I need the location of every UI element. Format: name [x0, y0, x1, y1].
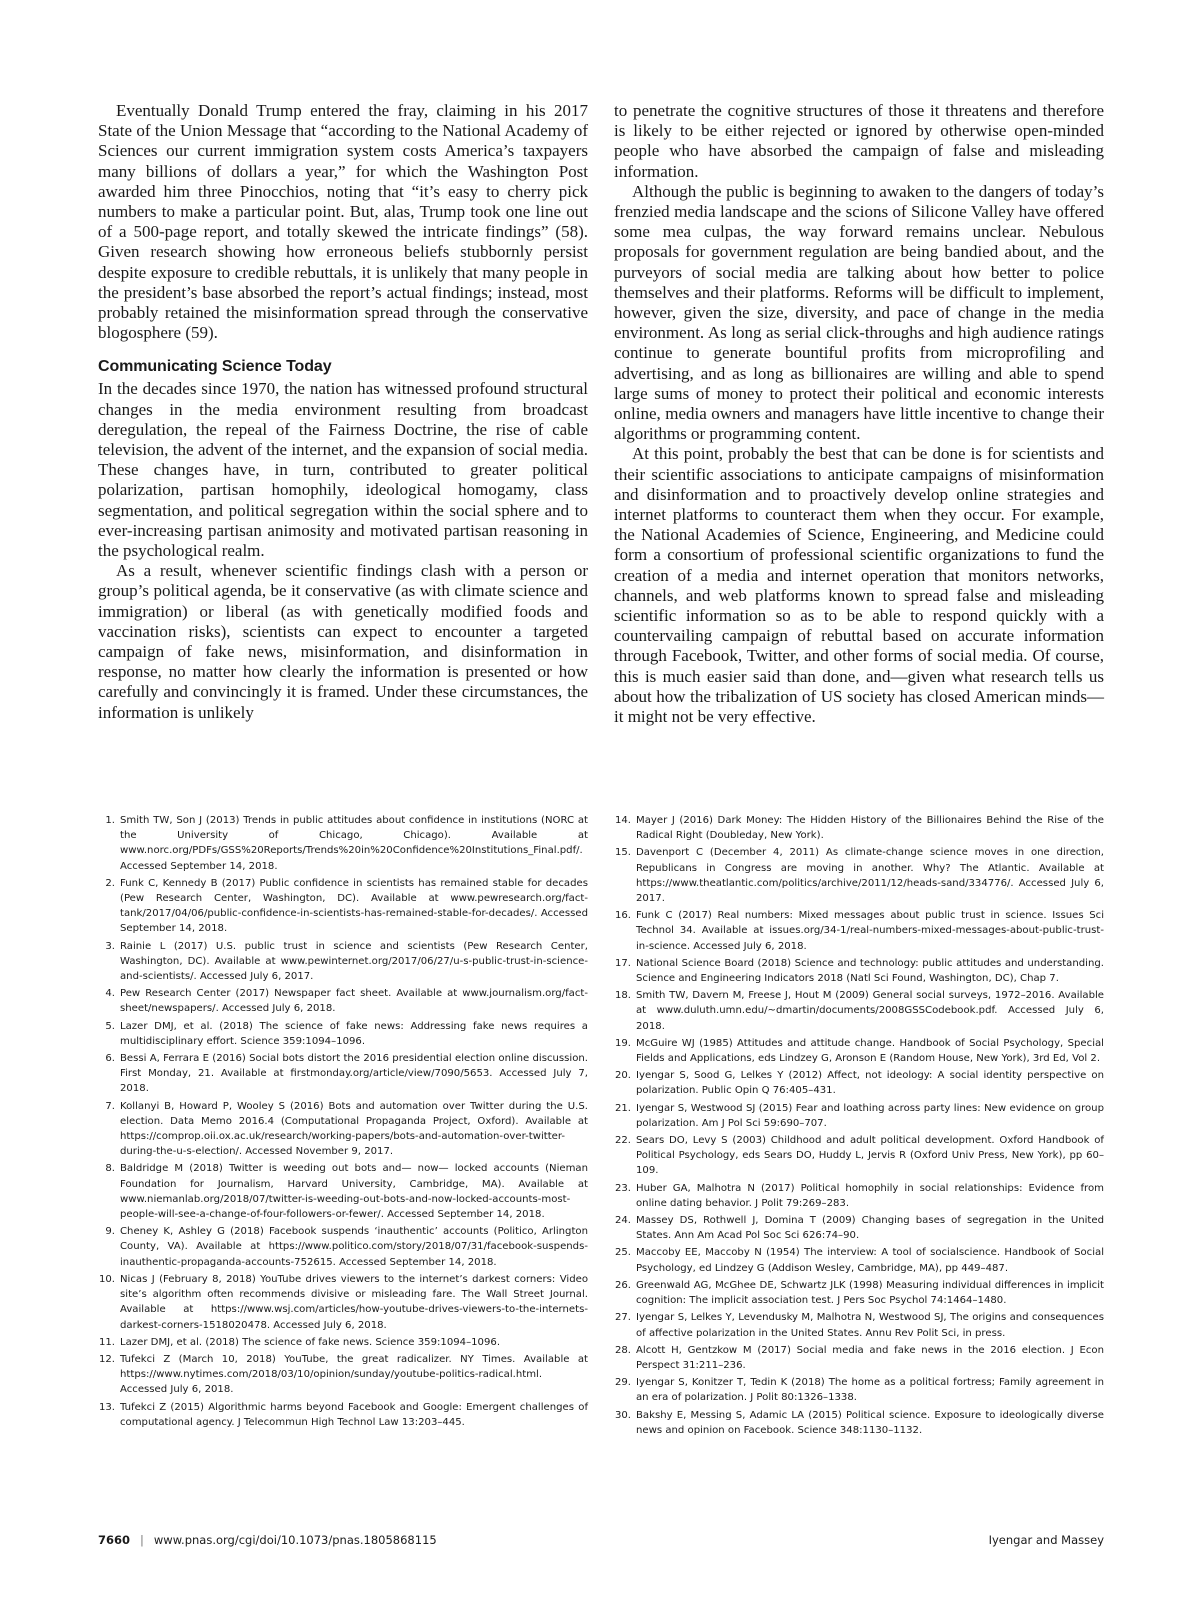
page-number: 7660: [98, 1533, 131, 1547]
reference-text: Iyengar S, Westwood SJ (2015) Fear and loathing across party lines: New evidence on group polarization. Am J Pol Sci 59:690–707.: [636, 1102, 1104, 1129]
reference-text: Iyengar S, Konitzer T, Tedin K (2018) The home as a political fortress; Family agreement in an era of polarization. J Polit 80:1326–1338.: [636, 1377, 1104, 1404]
reference-number: 25.: [614, 1247, 631, 1259]
reference-text: Bakshy E, Messing S, Adamic LA (2015) Political science. Exposure to ideologically diverse news and opinion on Facebook. Science 348:1130–1132.: [636, 1409, 1104, 1436]
reference-number: 5.: [105, 1020, 115, 1032]
references-list-right: [614, 813, 1104, 1440]
reference-text: Maccoby EE, Maccoby N (1954) The interview: A tool of socialscience. Handbook of Social Psychology, ed Lindzey G (Addison Wesley, Cambridge, MA), pp 449–487.: [636, 1247, 1104, 1274]
reference-text: Smith TW, Davern M, Freese J, Hout M (2009) General social surveys, 1972–2016. Available at www.duluth.umn.edu/~dmartin/documents/2008GSSCodebook.pdf. Accessed July 6, 2018.: [636, 990, 1104, 1032]
reference-number: 2.: [105, 877, 115, 889]
reference-item: [98, 876, 588, 937]
paragraph: As a result, whenever scientific findings clash with a person or group’s political agenda, be it conservative (as with climate science and immigration) or liberal (as with genetically modified foods and vaccination risks), scientists can expect to encounter a targeted campaign of fake news, misinformation, and disinformation in response, no matter how clearly the information is presented or how carefully and convincingly it is framed. Under these circumstances, the information is unlikely: [98, 561, 588, 722]
page-footer: [98, 1533, 1104, 1547]
reference-item: [98, 939, 588, 985]
reference-item: [614, 1101, 1104, 1131]
reference-text: Bessi A, Ferrara E (2016) Social bots distort the 2016 presidential election online discussion. First Monday, 21. Available at firstmonday.org/article/view/7090/5653. Accessed July 7, 2018.: [120, 1053, 588, 1095]
reference-text: Lazer DMJ, et al. (2018) The science of fake news: Addressing fake news requires a multidisciplinary effort. Science 359:1094–1096.: [120, 1020, 588, 1047]
reference-number: 19.: [614, 1037, 631, 1049]
reference-number: 17.: [614, 957, 631, 969]
reference-text: Iyengar S, Lelkes Y, Levendusky M, Malhotra N, Westwood SJ, The origins and consequences of affective polarization in the United States. Annu Rev Polit Sci, in press.: [636, 1312, 1104, 1339]
reference-number: 8.: [105, 1163, 115, 1175]
paragraph: In the decades since 1970, the nation has witnessed profound structural changes in the media environment resulting from broadcast deregulation, the repeal of the Fairness Doctrine, the rise of cable television, the advent of the internet, and the expansion of social media. These changes have, in turn, contributed to greater political polarization, partisan homophily, ideological homogamy, class segmentation, and political segregation within the social sphere and to ever-increasing partisan animosity and motivated partisan reasoning in the psychological realm.: [98, 379, 588, 561]
reference-item: [614, 1181, 1104, 1211]
reference-text: Baldridge M (2018) Twitter is weeding out bots and— now— locked accounts (Nieman Foundation for Journalism, Harvard University, Cambridge, MA). Available at www.niemanlab.org/2018/07/twitter-is-weeding-out-bots-and-now-locked-accounts-most-people-will-see-a-change-of-four-followers-or-fewer/. Accessed September 14, 2018.: [120, 1163, 588, 1221]
reference-number: 22.: [614, 1135, 631, 1147]
reference-item: [614, 1133, 1104, 1179]
reference-number: 26.: [614, 1279, 631, 1291]
reference-item: [98, 986, 588, 1016]
references-list-left: [98, 813, 588, 1432]
reference-item: [614, 813, 1104, 843]
reference-text: McGuire WJ (1985) Attitudes and attitude change. Handbook of Social Psychology, Special Fields and Applications, eds Lindzey G, Aronson E (Random House, New York), 3rd Ed, Vol 2.: [636, 1037, 1104, 1065]
reference-number: 9.: [105, 1226, 115, 1238]
section-heading: Communicating Science Today: [98, 358, 332, 376]
reference-number: 18.: [614, 990, 631, 1002]
reference-number: 15.: [614, 847, 631, 859]
reference-number: 7.: [105, 1100, 115, 1112]
reference-item: [98, 1019, 588, 1049]
body-column-right: [614, 101, 1104, 727]
reference-item: [98, 1352, 588, 1398]
reference-item: [98, 1224, 588, 1270]
reference-text: Nicas J (February 8, 2018) YouTube drives viewers to the internet’s darkest corners: Video site’s algorithm often recommends divisive or misleading fare. The Wall Street Journal. Available at https://www.wsj.com/articles/how-youtube-drives-viewers-to-the-internets-darkest-corners-1518020478. Accessed July 6, 2018.: [120, 1273, 588, 1331]
body-column-left: [98, 101, 588, 723]
reference-item: [98, 1051, 588, 1097]
reference-item: [614, 1213, 1104, 1243]
reference-item: [614, 845, 1104, 906]
reference-number: 20.: [614, 1070, 631, 1082]
reference-text: Greenwald AG, McGhee DE, Schwartz JLK (1998) Measuring individual differences in implicit cognition: The implicit association test. J Pers Soc Psychol 74:1464–1480.: [636, 1279, 1104, 1307]
reference-item: [614, 1036, 1104, 1066]
reference-text: Cheney K, Ashley G (2018) Facebook suspends ‘inauthentic’ accounts (Politico, Arlington County, VA). Available at https://www.politico.com/story/2018/07/31/facebook-suspends-inauthentic-propaganda-accounts-752615. Accessed September 14, 2018.: [120, 1226, 588, 1268]
reference-text: National Science Board (2018) Science and technology: public attitudes and understanding. Science and Engineering Indicators 2018 (Natl Sci Found, Washington, DC), Chap 7.: [636, 957, 1104, 985]
reference-number: 11.: [98, 1336, 115, 1348]
reference-item: [614, 1408, 1104, 1438]
reference-item: [98, 1099, 588, 1160]
reference-item: [614, 1375, 1104, 1405]
reference-item: [98, 813, 588, 874]
reference-text: Rainie L (2017) U.S. public trust in science and scientists (Pew Research Center, Washington, DC). Available at www.pewinternet.org/2017/06/27/u-s-public-trust-in-science-and-scientists/. Accessed July 6, 2017.: [120, 940, 588, 983]
reference-number: 12.: [98, 1353, 115, 1365]
reference-number: 30.: [614, 1409, 631, 1421]
paragraph: At this point, probably the best that can be done is for scientists and their scientific associations to anticipate campaigns of misinformation and disinformation and to proactively develop online strategies and internet platforms to counteract them when they occur. For example, the National Academies of Science, Engineering, and Medicine could form a consortium of professional scientific organizations to fund the creation of a media and internet operation that monitors networks, channels, and web platforms known to spread false and misleading scientific information so as to be able to respond quickly with a countervailing campaign of rebuttal based on accurate information through Facebook, Twitter, and other forms of social media. Of course, this is much easier said than done, and—given what research tells us about how the tribalization of US society has closed American minds—it might not be very effective.: [614, 444, 1104, 727]
reference-text: Iyengar S, Sood G, Lelkes Y (2012) Affect, not ideology: A social identity perspective on polarization. Public Opin Q 76:405–431.: [636, 1070, 1104, 1097]
reference-text: Lazer DMJ, et al. (2018) The science of fake news. Science 359:1094–1096.: [120, 1336, 501, 1348]
reference-text: Smith TW, Son J (2013) Trends in public attitudes about confidence in institutions (NORC at the University of Chicago, Chicago). Available at www.norc.org/PDFs/GSS%20Reports/Trends%20in%20Confidence%20Institutions_Final.pdf/. Accessed September 14, 2018.: [120, 815, 588, 872]
reference-item: [614, 956, 1104, 986]
reference-number: 4.: [105, 988, 115, 1000]
paragraph: Eventually Donald Trump entered the fray, claiming in his 2017 State of the Union Message that “according to the National Academy of Sciences our current immigration system costs America’s taxpayers many billions of dollars a year,” for which the Washington Post awarded him three Pinocchios, noting that “it’s easy to cherry pick numbers to make a particular point. But, alas, Trump took one line out of a 500-page report, and totally skewed the intricate findings” (58). Given research showing how erroneous beliefs stubbornly persist despite exposure to credible rebuttals, it is unlikely that many people in the president’s base absorbed the report’s actual findings; instead, most probably retained the misinformation spread through the conservative blogosphere (59).: [98, 101, 588, 343]
reference-number: 23.: [614, 1182, 631, 1194]
reference-text: Funk C, Kennedy B (2017) Public confidence in scientists has remained stable for decades (Pew Research Center, Washington, DC). Available at www.pewresearch.org/fact-tank/2017/04/06/public-confidence-in-scientists-has-remained-stable-for-decades/. Accessed September 14, 2018.: [120, 877, 588, 935]
reference-text: Tufekci Z (March 10, 2018) YouTube, the great radicalizer. NY Times. Available at https://www.nytimes.com/2018/03/10/opinion/sunday/youtube-politics-radical.html. Accessed July 6, 2018.: [120, 1353, 588, 1396]
reference-number: 3.: [105, 940, 115, 952]
reference-text: Huber GA, Malhotra N (2017) Political homophily in social relationships: Evidence from online dating behavior. J Polit 79:269–283.: [636, 1182, 1104, 1209]
footer-separator: |: [140, 1533, 144, 1547]
reference-number: 29.: [614, 1377, 631, 1389]
reference-text: Funk C (2017) Real numbers: Mixed messages about public trust in science. Issues Sci Technol 34. Available at issues.org/34-1/real-numbers-mixed-messages-about-public-trust-in-science. Accessed July 6, 2018.: [636, 910, 1104, 952]
reference-item: [98, 1400, 588, 1430]
paragraph: to penetrate the cognitive structures of those it threatens and therefore is likely to be either rejected or ignored by otherwise open-minded people who have absorbed the campaign of false and misleading information.: [614, 101, 1104, 181]
reference-text: Tufekci Z (2015) Algorithmic harms beyond Facebook and Google: Emergent challenges of computational agency. J Telecommun High Technol Law 13:203–445.: [120, 1401, 588, 1428]
reference-number: 28.: [614, 1344, 631, 1356]
reference-number: 16.: [614, 910, 631, 922]
reference-item: [98, 1161, 588, 1222]
reference-item: [614, 1278, 1104, 1308]
reference-text: Mayer J (2016) Dark Money: The Hidden History of the Billionaires Behind the Rise of the Radical Right (Doubleday, New York).: [636, 815, 1104, 842]
reference-number: 10.: [98, 1273, 115, 1285]
reference-item: [614, 1245, 1104, 1275]
reference-number: 27.: [614, 1312, 631, 1324]
reference-item: [98, 1335, 588, 1350]
reference-text: Davenport C (December 4, 2011) As climate-change science moves in one direction, Republicans in Congress are moving in another. Why? The Atlantic. Available at https://www.theatlantic.com/politics/archive/2011/12/heads-sand/334776/. Accessed July 6, 2017.: [636, 847, 1104, 905]
reference-item: [614, 988, 1104, 1034]
reference-number: 21.: [614, 1102, 631, 1114]
doi-link[interactable]: www.pnas.org/cgi/doi/10.1073/pnas.1805868115: [153, 1533, 437, 1547]
reference-number: 13.: [98, 1401, 115, 1413]
reference-item: [98, 1272, 588, 1333]
reference-text: Massey DS, Rothwell J, Domina T (2009) Changing bases of segregation in the United States. Ann Am Acad Pol Soc Sci 626:74–90.: [636, 1215, 1104, 1242]
reference-item: [614, 1068, 1104, 1098]
reference-item: [614, 908, 1104, 954]
footer-authors: Iyengar and Massey: [988, 1533, 1104, 1547]
reference-text: Pew Research Center (2017) Newspaper fact sheet. Available at www.journalism.org/fact-sheet/newspapers/. Accessed July 6, 2018.: [120, 988, 588, 1015]
reference-number: 14.: [614, 815, 631, 826]
reference-item: [614, 1310, 1104, 1340]
reference-text: Kollanyi B, Howard P, Wooley S (2016) Bots and automation over Twitter during the U.S. election. Data Memo 2016.4 (Computational Propaganda Project, Oxford). Available at https://comprop.oii.ox.ac.uk/research/working-papers/bots-and-automation-over-twitter-during-the-u-s-election/. Accessed November 9, 2017.: [120, 1100, 588, 1158]
reference-number: 1.: [105, 815, 115, 826]
reference-text: Alcott H, Gentzkow M (2017) Social media and fake news in the 2016 election. J Econ Perspect 31:211–236.: [636, 1344, 1104, 1371]
reference-item: [614, 1343, 1104, 1373]
reference-number: 6.: [105, 1053, 115, 1065]
paragraph: Although the public is beginning to awaken to the dangers of today’s frenzied media landscape and the scions of Silicone Valley have offered some mea culpas, the way forward remains unclear. Nebulous proposals for government regulation are being bandied about, and the purveyors of social media are talking about how better to police themselves and their platforms. Reforms will be difficult to implement, however, given the size, diversity, and pace of change in the media environment. As long as serial click-throughs and high audience ratings continue to generate bountiful profits from microprofiling and advertising, and as long as billionaires are willing and able to spend large sums of money to protect their political and economic interests online, media owners and managers have little incentive to change their algorithms or programming content.: [614, 181, 1104, 444]
reference-text: Sears DO, Levy S (2003) Childhood and adult political development. Oxford Handbook of Political Psychology, eds Sears DO, Huddy L, Jervis R (Oxford Univ Press, New York), pp 60–109.: [636, 1135, 1104, 1177]
reference-number: 24.: [614, 1215, 631, 1227]
